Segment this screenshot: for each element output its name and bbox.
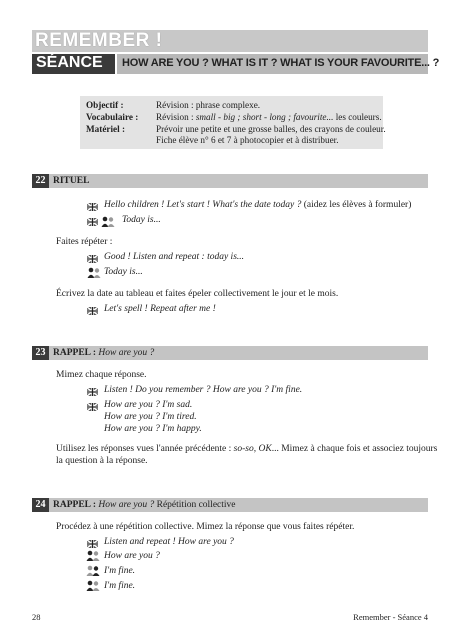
section-24-bar (32, 498, 428, 512)
uk-flag-icon (87, 218, 98, 226)
uk-flag-icon (87, 307, 98, 315)
sec22-ecrivez: Écrivez la date au tableau et faites épeler collectivement le jour et le mois. (56, 289, 339, 299)
uk-flag-icon (87, 255, 98, 263)
sec22-line5: Let's spell ! Repeat after me ! (104, 304, 216, 314)
materiel-value-2: Fiche élève n° 6 et 7 à photocopier et à distribuer. (156, 135, 339, 146)
pupil-group-b-icon (86, 565, 100, 576)
uk-flag-icon (87, 540, 98, 548)
seance-title-box (117, 54, 440, 74)
section-23-number: 23 (32, 346, 49, 360)
section-23-title-bold: RAPPEL : (53, 348, 99, 358)
sec24-line2: How are you ? (104, 551, 160, 561)
section-23-bar (32, 346, 428, 360)
sec24-line3: I'm fine. (104, 566, 136, 576)
sec23-line4: How are you ? I'm happy. (104, 424, 202, 434)
pupils-icon (87, 267, 101, 278)
sec23-line2: How are you ? I'm sad. (104, 400, 193, 410)
brand-banner (32, 30, 428, 52)
objectives-box (80, 96, 386, 149)
sec24-procedez: Procédez à une répétition collective. Mimez la réponse que vous faites répéter. (56, 522, 355, 532)
sec23-mimez: Mimez chaque réponse. (56, 370, 147, 380)
footer-section-label: Remember - Séance 4 (353, 612, 428, 622)
sec23-utilisez-italic: so-so, OK (233, 444, 272, 454)
section-23-title-italic: How are you ? (98, 348, 155, 358)
seance-header (32, 54, 440, 89)
section-24-title-bold: RAPPEL : (53, 500, 99, 510)
objectif-label: Objectif : (86, 100, 124, 110)
materiel-label: Matériel : (86, 123, 126, 134)
sec23-utilisez-suffix: ... Mimez à chaque fois et associez toujours (271, 444, 438, 454)
pupil-group-a-icon (86, 550, 100, 561)
sec23-utilisez-1 (56, 444, 437, 454)
section-22-title-text: RITUEL (53, 176, 90, 186)
vocabulaire-value (156, 112, 382, 124)
section-22-number: 22 (32, 174, 49, 188)
section-24-title-suffix: Répétition collective (154, 500, 236, 510)
vocabulaire-label: Vocabulaire : (86, 111, 139, 122)
vocabulaire-suffix: les couleurs. (333, 111, 382, 122)
sec23-line3: How are you ? I'm tired. (104, 412, 197, 422)
sec23-utilisez-2: la question à la réponse. (56, 456, 148, 466)
seance-title: HOW ARE YOU ? WHAT IS IT ? WHAT IS YOUR FAVOURITE... ? (122, 57, 440, 69)
seance-label: SÉANCE 4 (36, 54, 103, 89)
vocabulaire-prefix: Révision : (156, 111, 196, 122)
objectif-value: Révision : phrase complexe. (156, 100, 261, 110)
sec22-line4: Today is... (104, 267, 143, 277)
section-24-title-italic: How are you ? (98, 500, 155, 510)
section-22-bar (32, 174, 428, 188)
vocabulaire-words: small - big ; short - long ; favourite... (195, 111, 334, 122)
sec24-line4: I'm fine. (104, 581, 136, 591)
pupil-group-a-icon (86, 580, 100, 591)
sec23-line1: Listen ! Do you remember ? How are you ? I'm fine. (104, 385, 303, 395)
uk-flag-icon (87, 388, 98, 396)
page-number: 28 (32, 612, 41, 622)
materiel-value-1: Prévoir une petite et une grosse balles, des crayons de couleur. (156, 123, 386, 134)
section-22-title (53, 174, 89, 188)
uk-flag-icon (87, 203, 98, 211)
sec24-line1: Listen and repeat ! How are you ? (104, 537, 234, 547)
uk-flag-icon (87, 403, 98, 411)
sec22-line2: Today is... (122, 215, 161, 225)
sec22-line3: Good ! Listen and repeat : today is... (104, 252, 245, 262)
brand-title: REMEMBER ! (35, 30, 163, 51)
section-24-number: 24 (32, 498, 49, 512)
seance-label-box (32, 54, 115, 89)
section-24-title (53, 498, 236, 512)
sec22-faites: Faites répéter : (56, 237, 113, 247)
section-23-title (53, 346, 154, 360)
sec23-utilisez-prefix: Utilisez les réponses vues l'année précédente : (56, 444, 234, 454)
sec22-line1-note: (aidez les élèves à formuler) (301, 200, 412, 210)
sec22-line1 (104, 200, 411, 210)
sec22-line1-english: Hello children ! Let's start ! What's the date today ? (104, 200, 302, 210)
pupils-icon (101, 216, 115, 227)
